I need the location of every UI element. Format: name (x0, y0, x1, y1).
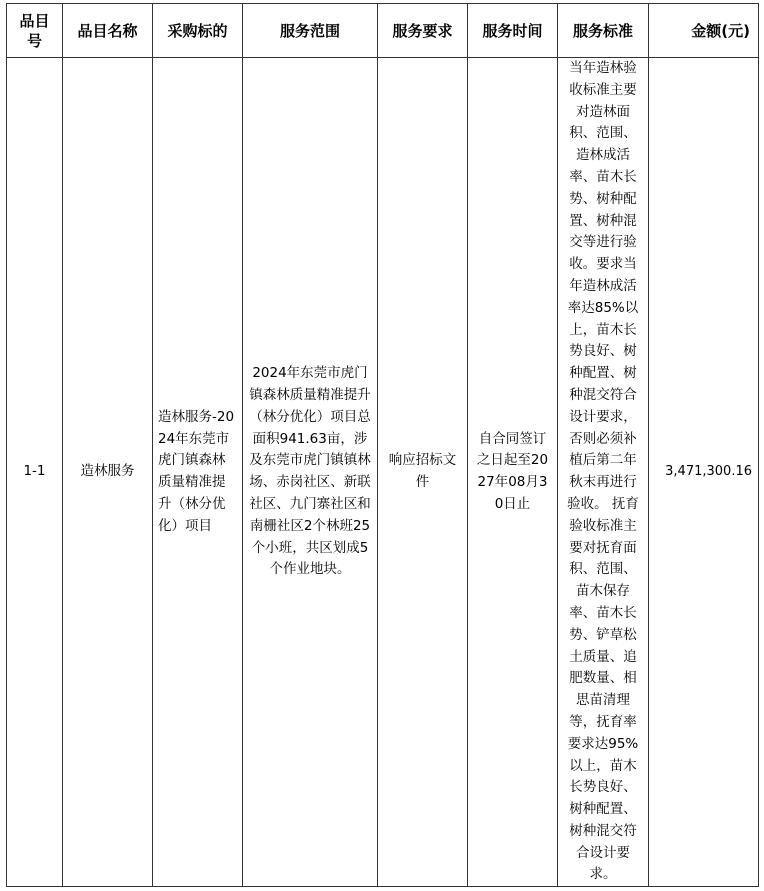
header-item-no: 品目号 (7, 4, 63, 58)
header-service-standard: 服务标准 (558, 4, 649, 58)
header-service-requirement: 服务要求 (378, 4, 468, 58)
header-procurement-subject: 采购标的 (153, 4, 243, 58)
cell-procurement-subject: 造林服务-2024年东莞市虎门镇森林质量精准提升（林分优化）项目 (153, 58, 243, 887)
header-row (7, 4, 759, 58)
cell-item-no: 1-1 (7, 58, 63, 887)
cell-amount: 3,471,300.16 (649, 58, 759, 887)
header-service-time: 服务时间 (468, 4, 558, 58)
header-service-scope: 服务范围 (243, 4, 378, 58)
procurement-table (6, 3, 759, 887)
cell-service-time: 自合同签订之日起至2027年08月30日止 (468, 58, 558, 887)
header-item-name: 品目名称 (63, 4, 153, 58)
cell-service-standard: 当年造林验收标准主要对造林面积、范围、造林成活率、苗木长势、树种配置、树种混交等进行验收。要求当年造林成活率达85%以上，苗木长势良好、树种配置、树种混交符合设计要求，否则必须补植后第二年秋末再进行验收。 抚育验收标准主要对抚育面积、范围、苗木保存率、苗木长势、铲草松土质量、追肥数量、相思苗清理等，抚育率要求达95%以上，苗木长势良好、树种配置、树种混交符合设计要求。 (558, 58, 649, 887)
header-amount: 金额(元) (649, 4, 759, 58)
cell-service-scope: 2024年东莞市虎门镇森林质量精准提升（林分优化）项目总面积941.63亩，涉及东莞市虎门镇镇林场、赤岗社区、新联社区、九门寨社区和南栅社区2个林班25个小班，共区划成5个作业地块。 (243, 58, 378, 887)
table-row (7, 58, 759, 887)
cell-item-name: 造林服务 (63, 58, 153, 887)
cell-service-requirement: 响应招标文件 (378, 58, 468, 887)
